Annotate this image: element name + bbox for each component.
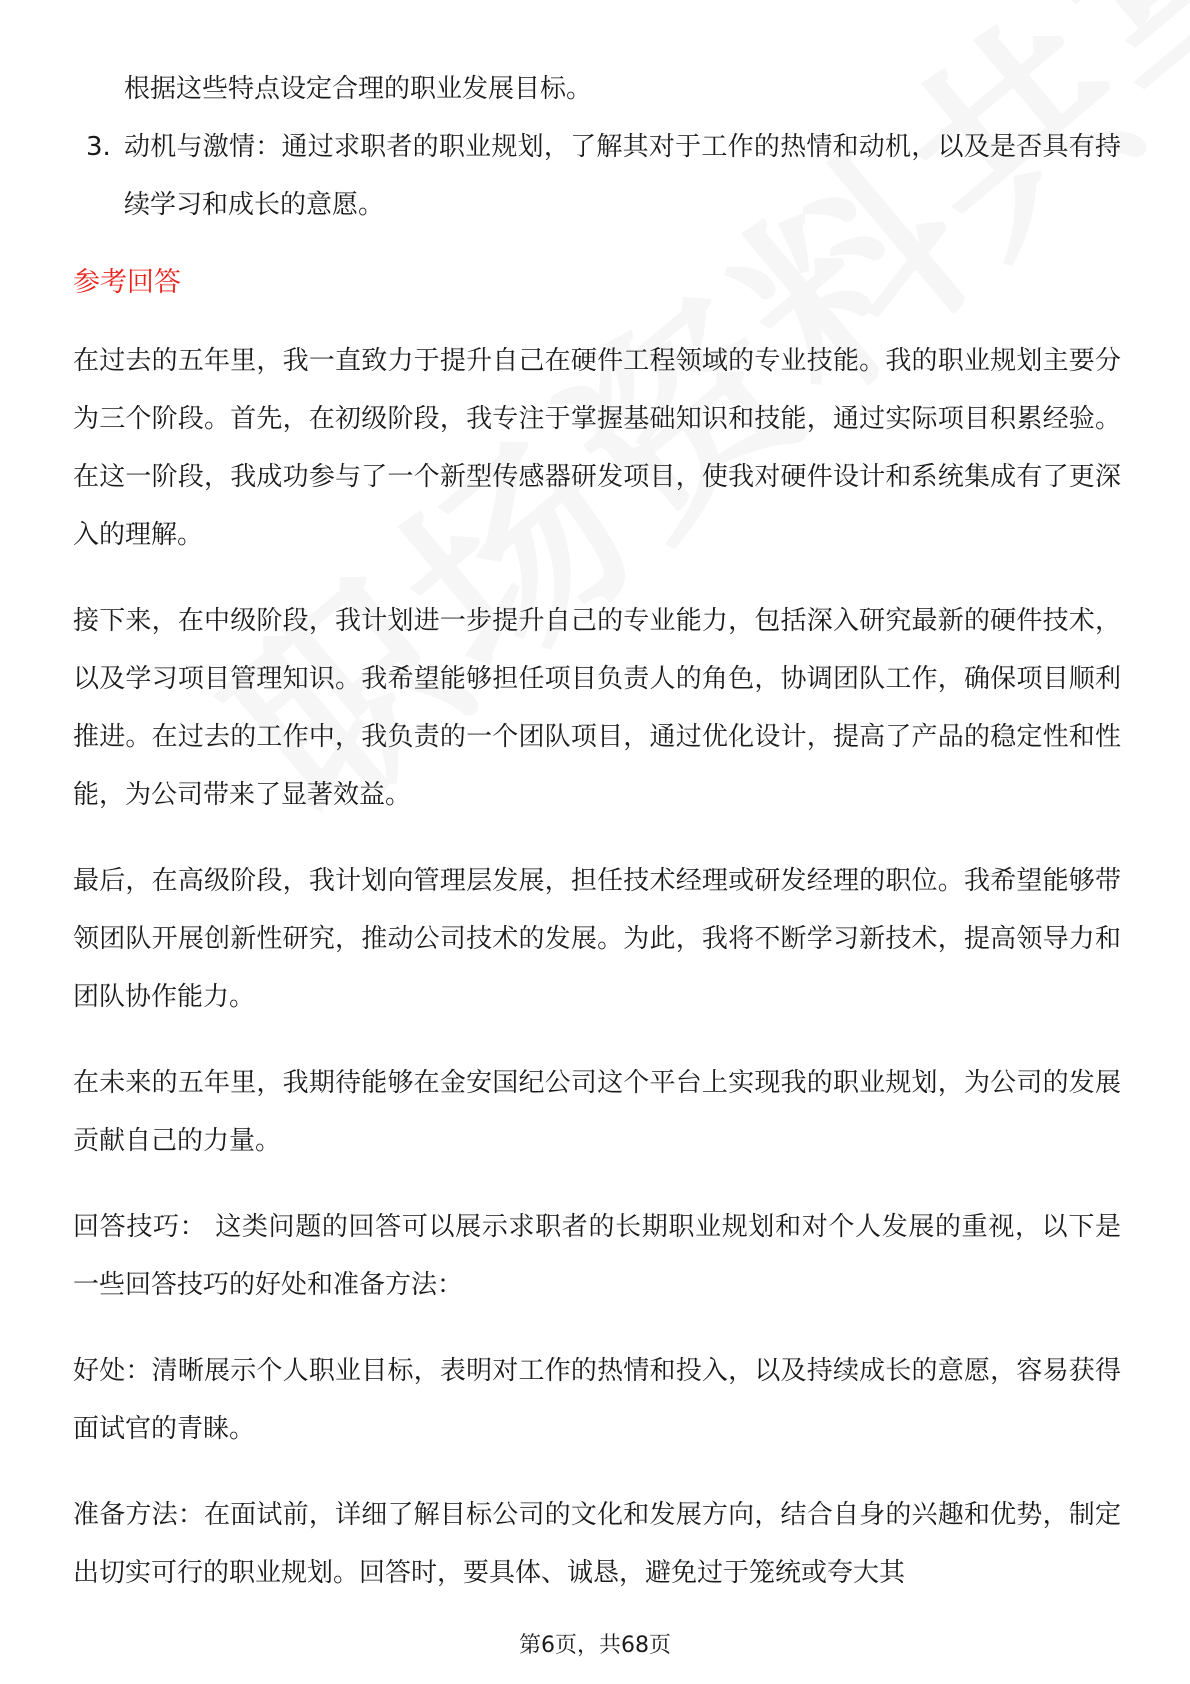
- list-item-number: 3.: [86, 132, 111, 162]
- benefits-paragraph: 好处：清晰展示个人职业目标，表明对工作的热情和投入，以及持续成长的意愿，容易获得面试官的青睐。: [73, 1356, 1121, 1444]
- tips-paragraph: 回答技巧： 这类问题的回答可以展示求职者的长期职业规划和对个人发展的重视，以下是一些回答技巧的好处和准备方法：: [73, 1212, 1121, 1300]
- answer-paragraph-4: 在未来的五年里，我期待能够在金安国纪公司这个平台上实现我的职业规划，为公司的发展贡献自己的力量。: [73, 1068, 1121, 1156]
- list-item-text: 动机与激情：通过求职者的职业规划，了解其对于工作的热情和动机，以及是否具有持续学习和成长的意愿。: [124, 132, 1121, 220]
- page-number: 第6页，共68页: [519, 1633, 671, 1658]
- answer-paragraph-3: 最后，在高级阶段，我计划向管理层发展，担任技术经理或研发经理的职位。我希望能够带领团队开展创新性研究，推动公司技术的发展。为此，我将不断学习新技术，提高领导力和团队协作能力。: [73, 866, 1121, 1012]
- answer-paragraph-1: 在过去的五年里，我一直致力于提升自己在硬件工程领域的专业技能。我的职业规划主要分为三个阶段。首先，在初级阶段，我专注于掌握基础知识和技能，通过实际项目积累经验。在这一阶段，我成功参与了一个新型传感器研发项目，使我对硬件设计和系统集成有了更深入的理解。: [73, 346, 1121, 550]
- section-heading: 参考回答: [73, 267, 181, 298]
- answer-paragraph-2: 接下来，在中级阶段，我计划进一步提升自己的专业能力，包括深入研究最新的硬件技术，以及学习项目管理知识。我希望能够担任项目负责人的角色，协调团队工作，确保项目顺利推进。在过去的工作中，我负责的一个团队项目，通过优化设计，提高了产品的稳定性和性能，为公司带来了显著效益。: [73, 606, 1121, 810]
- page-content: [73, 60, 1121, 1630]
- preparation-paragraph: 准备方法：在面试前，详细了解目标公司的文化和发展方向，结合自身的兴趣和优势，制定出切实可行的职业规划。回答时，要具体、诚恳，避免过于笼统或夸大其: [73, 1500, 1121, 1588]
- list-item-3: [73, 118, 1121, 234]
- intro-continuation: 根据这些特点设定合理的职业发展目标。: [124, 74, 593, 104]
